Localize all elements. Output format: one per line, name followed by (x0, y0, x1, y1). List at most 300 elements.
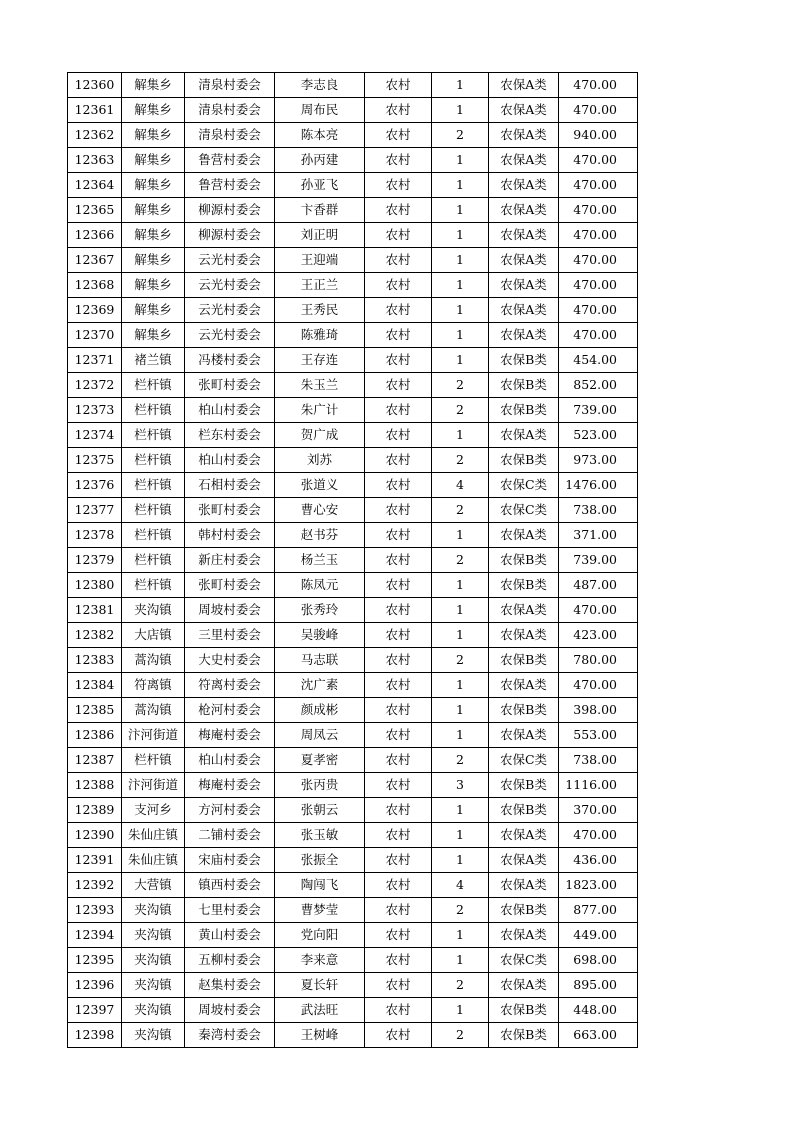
serial-number-cell: 12391 (68, 848, 122, 873)
category-cell: 农保A类 (489, 273, 559, 298)
amount-cell: 973.00 (559, 448, 638, 473)
serial-number-cell: 12394 (68, 923, 122, 948)
serial-number-cell: 12387 (68, 748, 122, 773)
name-cell: 陶闯飞 (275, 873, 365, 898)
table-row (68, 523, 638, 548)
table-row (68, 973, 638, 998)
serial-number-cell: 12373 (68, 398, 122, 423)
serial-number-cell: 12365 (68, 198, 122, 223)
name-cell: 孙亚飞 (275, 173, 365, 198)
serial-number-cell: 12380 (68, 573, 122, 598)
area-type-cell: 农村 (365, 273, 432, 298)
household-count-cell: 1 (432, 348, 489, 373)
household-count-cell: 2 (432, 448, 489, 473)
name-cell: 李来意 (275, 948, 365, 973)
amount-cell: 738.00 (559, 748, 638, 773)
area-type-cell: 农村 (365, 523, 432, 548)
area-type-cell: 农村 (365, 648, 432, 673)
category-cell: 农保A类 (489, 198, 559, 223)
amount-cell: 1823.00 (559, 873, 638, 898)
table-row (68, 648, 638, 673)
table-row (68, 798, 638, 823)
amount-cell: 470.00 (559, 148, 638, 173)
amount-cell: 470.00 (559, 598, 638, 623)
name-cell: 张玉敏 (275, 823, 365, 848)
village-committee-cell: 枪河村委会 (185, 698, 275, 723)
serial-number-cell: 12381 (68, 598, 122, 623)
category-cell: 农保B类 (489, 773, 559, 798)
village-committee-cell: 云光村委会 (185, 298, 275, 323)
name-cell: 曹梦莹 (275, 898, 365, 923)
category-cell: 农保A类 (489, 623, 559, 648)
township-cell: 支河乡 (122, 798, 185, 823)
village-committee-cell: 梅庵村委会 (185, 723, 275, 748)
area-type-cell: 农村 (365, 223, 432, 248)
township-cell: 蒿沟镇 (122, 648, 185, 673)
area-type-cell: 农村 (365, 198, 432, 223)
table-row (68, 348, 638, 373)
household-count-cell: 1 (432, 248, 489, 273)
table-row (68, 573, 638, 598)
township-cell: 解集乡 (122, 123, 185, 148)
serial-number-cell: 12361 (68, 98, 122, 123)
area-type-cell: 农村 (365, 448, 432, 473)
table-row (68, 623, 638, 648)
table-row (68, 123, 638, 148)
area-type-cell: 农村 (365, 823, 432, 848)
table-row (68, 223, 638, 248)
village-committee-cell: 周坡村委会 (185, 998, 275, 1023)
household-count-cell: 1 (432, 198, 489, 223)
amount-cell: 1476.00 (559, 473, 638, 498)
area-type-cell: 农村 (365, 723, 432, 748)
amount-cell: 487.00 (559, 573, 638, 598)
township-cell: 解集乡 (122, 173, 185, 198)
township-cell: 夹沟镇 (122, 998, 185, 1023)
table-row (68, 998, 638, 1023)
township-cell: 汴河街道 (122, 723, 185, 748)
area-type-cell: 农村 (365, 148, 432, 173)
household-count-cell: 1 (432, 923, 489, 948)
serial-number-cell: 12384 (68, 673, 122, 698)
table-row (68, 1023, 638, 1048)
household-count-cell: 1 (432, 523, 489, 548)
township-cell: 解集乡 (122, 323, 185, 348)
township-cell: 夹沟镇 (122, 948, 185, 973)
category-cell: 农保A类 (489, 73, 559, 98)
amount-cell: 371.00 (559, 523, 638, 548)
name-cell: 周凤云 (275, 723, 365, 748)
village-committee-cell: 柳源村委会 (185, 198, 275, 223)
table-row (68, 173, 638, 198)
village-committee-cell: 清泉村委会 (185, 123, 275, 148)
township-cell: 栏杆镇 (122, 473, 185, 498)
village-committee-cell: 黄山村委会 (185, 923, 275, 948)
village-committee-cell: 冯楼村委会 (185, 348, 275, 373)
household-count-cell: 1 (432, 598, 489, 623)
village-committee-cell: 鲁营村委会 (185, 173, 275, 198)
table-row (68, 198, 638, 223)
serial-number-cell: 12392 (68, 873, 122, 898)
amount-cell: 436.00 (559, 848, 638, 873)
area-type-cell: 农村 (365, 623, 432, 648)
township-cell: 解集乡 (122, 223, 185, 248)
household-count-cell: 1 (432, 948, 489, 973)
village-committee-cell: 柏山村委会 (185, 448, 275, 473)
name-cell: 张道义 (275, 473, 365, 498)
amount-cell: 470.00 (559, 323, 638, 348)
village-committee-cell: 新庄村委会 (185, 548, 275, 573)
village-committee-cell: 五柳村委会 (185, 948, 275, 973)
serial-number-cell: 12379 (68, 548, 122, 573)
village-committee-cell: 大史村委会 (185, 648, 275, 673)
category-cell: 农保B类 (489, 348, 559, 373)
amount-cell: 940.00 (559, 123, 638, 148)
area-type-cell: 农村 (365, 798, 432, 823)
amount-cell: 739.00 (559, 398, 638, 423)
township-cell: 解集乡 (122, 148, 185, 173)
area-type-cell: 农村 (365, 298, 432, 323)
amount-cell: 739.00 (559, 548, 638, 573)
village-committee-cell: 韩村村委会 (185, 523, 275, 548)
household-count-cell: 2 (432, 648, 489, 673)
village-committee-cell: 柏山村委会 (185, 748, 275, 773)
name-cell: 朱玉兰 (275, 373, 365, 398)
township-cell: 栏杆镇 (122, 548, 185, 573)
table-row (68, 498, 638, 523)
township-cell: 朱仙庄镇 (122, 823, 185, 848)
name-cell: 陈雅琦 (275, 323, 365, 348)
area-type-cell: 农村 (365, 423, 432, 448)
table-row (68, 373, 638, 398)
serial-number-cell: 12390 (68, 823, 122, 848)
township-cell: 栏杆镇 (122, 423, 185, 448)
township-cell: 大店镇 (122, 623, 185, 648)
amount-cell: 895.00 (559, 973, 638, 998)
table-row (68, 723, 638, 748)
village-committee-cell: 云光村委会 (185, 273, 275, 298)
serial-number-cell: 12393 (68, 898, 122, 923)
category-cell: 农保A类 (489, 723, 559, 748)
name-cell: 李志良 (275, 73, 365, 98)
name-cell: 张朝云 (275, 798, 365, 823)
township-cell: 汴河街道 (122, 773, 185, 798)
area-type-cell: 农村 (365, 698, 432, 723)
category-cell: 农保C类 (489, 748, 559, 773)
household-count-cell: 1 (432, 723, 489, 748)
amount-cell: 470.00 (559, 298, 638, 323)
amount-cell: 423.00 (559, 623, 638, 648)
village-committee-cell: 柳源村委会 (185, 223, 275, 248)
table-body (68, 73, 638, 1048)
relief-roster-table (67, 72, 638, 1048)
table-row (68, 898, 638, 923)
area-type-cell: 农村 (365, 673, 432, 698)
village-committee-cell: 七里村委会 (185, 898, 275, 923)
village-committee-cell: 栏东村委会 (185, 423, 275, 448)
category-cell: 农保B类 (489, 448, 559, 473)
table-row (68, 748, 638, 773)
table-row (68, 298, 638, 323)
household-count-cell: 4 (432, 873, 489, 898)
household-count-cell: 2 (432, 898, 489, 923)
amount-cell: 470.00 (559, 248, 638, 273)
area-type-cell: 农村 (365, 248, 432, 273)
serial-number-cell: 12382 (68, 623, 122, 648)
household-count-cell: 2 (432, 123, 489, 148)
area-type-cell: 农村 (365, 1023, 432, 1048)
name-cell: 陈凤元 (275, 573, 365, 598)
township-cell: 褚兰镇 (122, 348, 185, 373)
name-cell: 杨兰玉 (275, 548, 365, 573)
amount-cell: 370.00 (559, 798, 638, 823)
name-cell: 张秀玲 (275, 598, 365, 623)
area-type-cell: 农村 (365, 598, 432, 623)
category-cell: 农保A类 (489, 248, 559, 273)
table-row (68, 98, 638, 123)
household-count-cell: 1 (432, 998, 489, 1023)
amount-cell: 470.00 (559, 173, 638, 198)
village-committee-cell: 三里村委会 (185, 623, 275, 648)
name-cell: 王存连 (275, 348, 365, 373)
village-committee-cell: 宋庙村委会 (185, 848, 275, 873)
category-cell: 农保A类 (489, 148, 559, 173)
household-count-cell: 1 (432, 298, 489, 323)
serial-number-cell: 12388 (68, 773, 122, 798)
area-type-cell: 农村 (365, 473, 432, 498)
amount-cell: 470.00 (559, 273, 638, 298)
township-cell: 解集乡 (122, 98, 185, 123)
name-cell: 卞香群 (275, 198, 365, 223)
category-cell: 农保B类 (489, 373, 559, 398)
category-cell: 农保B类 (489, 648, 559, 673)
amount-cell: 698.00 (559, 948, 638, 973)
village-committee-cell: 秦湾村委会 (185, 1023, 275, 1048)
name-cell: 夏长轩 (275, 973, 365, 998)
serial-number-cell: 12397 (68, 998, 122, 1023)
township-cell: 大营镇 (122, 873, 185, 898)
name-cell: 王秀民 (275, 298, 365, 323)
serial-number-cell: 12362 (68, 123, 122, 148)
township-cell: 栏杆镇 (122, 573, 185, 598)
serial-number-cell: 12383 (68, 648, 122, 673)
area-type-cell: 农村 (365, 773, 432, 798)
name-cell: 夏孝密 (275, 748, 365, 773)
name-cell: 朱广计 (275, 398, 365, 423)
village-committee-cell: 符离村委会 (185, 673, 275, 698)
serial-number-cell: 12363 (68, 148, 122, 173)
name-cell: 刘正明 (275, 223, 365, 248)
household-count-cell: 2 (432, 973, 489, 998)
serial-number-cell: 12371 (68, 348, 122, 373)
township-cell: 夹沟镇 (122, 923, 185, 948)
table-row (68, 673, 638, 698)
area-type-cell: 农村 (365, 848, 432, 873)
area-type-cell: 农村 (365, 748, 432, 773)
area-type-cell: 农村 (365, 373, 432, 398)
household-count-cell: 1 (432, 698, 489, 723)
name-cell: 党向阳 (275, 923, 365, 948)
village-committee-cell: 二铺村委会 (185, 823, 275, 848)
village-committee-cell: 柏山村委会 (185, 398, 275, 423)
name-cell: 王正兰 (275, 273, 365, 298)
amount-cell: 470.00 (559, 198, 638, 223)
name-cell: 颜成彬 (275, 698, 365, 723)
category-cell: 农保C类 (489, 948, 559, 973)
area-type-cell: 农村 (365, 398, 432, 423)
category-cell: 农保B类 (489, 998, 559, 1023)
category-cell: 农保A类 (489, 223, 559, 248)
serial-number-cell: 12378 (68, 523, 122, 548)
township-cell: 解集乡 (122, 298, 185, 323)
household-count-cell: 1 (432, 273, 489, 298)
village-committee-cell: 云光村委会 (185, 323, 275, 348)
category-cell: 农保B类 (489, 898, 559, 923)
category-cell: 农保B类 (489, 798, 559, 823)
name-cell: 吴骏峰 (275, 623, 365, 648)
table-row (68, 273, 638, 298)
name-cell: 曹心安 (275, 498, 365, 523)
household-count-cell: 2 (432, 748, 489, 773)
village-committee-cell: 清泉村委会 (185, 98, 275, 123)
category-cell: 农保A类 (489, 923, 559, 948)
category-cell: 农保A类 (489, 323, 559, 348)
household-count-cell: 2 (432, 1023, 489, 1048)
household-count-cell: 2 (432, 498, 489, 523)
serial-number-cell: 12377 (68, 498, 122, 523)
amount-cell: 738.00 (559, 498, 638, 523)
village-committee-cell: 方河村委会 (185, 798, 275, 823)
household-count-cell: 1 (432, 573, 489, 598)
amount-cell: 470.00 (559, 73, 638, 98)
serial-number-cell: 12376 (68, 473, 122, 498)
name-cell: 沈广素 (275, 673, 365, 698)
township-cell: 符离镇 (122, 673, 185, 698)
name-cell: 张丙贵 (275, 773, 365, 798)
name-cell: 陈本亮 (275, 123, 365, 148)
township-cell: 栏杆镇 (122, 498, 185, 523)
township-cell: 栏杆镇 (122, 448, 185, 473)
category-cell: 农保A类 (489, 598, 559, 623)
amount-cell: 470.00 (559, 823, 638, 848)
township-cell: 栏杆镇 (122, 523, 185, 548)
household-count-cell: 3 (432, 773, 489, 798)
township-cell: 栏杆镇 (122, 748, 185, 773)
category-cell: 农保A类 (489, 298, 559, 323)
name-cell: 周布民 (275, 98, 365, 123)
category-cell: 农保A类 (489, 523, 559, 548)
amount-cell: 470.00 (559, 673, 638, 698)
area-type-cell: 农村 (365, 73, 432, 98)
area-type-cell: 农村 (365, 348, 432, 373)
table-row (68, 948, 638, 973)
serial-number-cell: 12395 (68, 948, 122, 973)
area-type-cell: 农村 (365, 973, 432, 998)
name-cell: 孙丙建 (275, 148, 365, 173)
village-committee-cell: 周坡村委会 (185, 598, 275, 623)
category-cell: 农保B类 (489, 698, 559, 723)
serial-number-cell: 12389 (68, 798, 122, 823)
area-type-cell: 农村 (365, 323, 432, 348)
table-row (68, 398, 638, 423)
category-cell: 农保B类 (489, 573, 559, 598)
area-type-cell: 农村 (365, 498, 432, 523)
area-type-cell: 农村 (365, 948, 432, 973)
township-cell: 解集乡 (122, 73, 185, 98)
village-committee-cell: 张町村委会 (185, 573, 275, 598)
serial-number-cell: 12366 (68, 223, 122, 248)
category-cell: 农保B类 (489, 548, 559, 573)
name-cell: 贺广成 (275, 423, 365, 448)
serial-number-cell: 12367 (68, 248, 122, 273)
township-cell: 朱仙庄镇 (122, 848, 185, 873)
amount-cell: 454.00 (559, 348, 638, 373)
village-committee-cell: 梅庵村委会 (185, 773, 275, 798)
amount-cell: 398.00 (559, 698, 638, 723)
household-count-cell: 1 (432, 223, 489, 248)
village-committee-cell: 镇西村委会 (185, 873, 275, 898)
household-count-cell: 4 (432, 473, 489, 498)
village-committee-cell: 赵集村委会 (185, 973, 275, 998)
township-cell: 栏杆镇 (122, 398, 185, 423)
serial-number-cell: 12364 (68, 173, 122, 198)
area-type-cell: 农村 (365, 898, 432, 923)
name-cell: 张振全 (275, 848, 365, 873)
household-count-cell: 1 (432, 73, 489, 98)
village-committee-cell: 云光村委会 (185, 248, 275, 273)
table-row (68, 698, 638, 723)
household-count-cell: 1 (432, 623, 489, 648)
village-committee-cell: 清泉村委会 (185, 73, 275, 98)
category-cell: 农保B类 (489, 1023, 559, 1048)
table-row (68, 73, 638, 98)
table-row (68, 848, 638, 873)
table-row (68, 823, 638, 848)
township-cell: 蒿沟镇 (122, 698, 185, 723)
area-type-cell: 农村 (365, 98, 432, 123)
category-cell: 农保A类 (489, 123, 559, 148)
table-row (68, 423, 638, 448)
household-count-cell: 1 (432, 323, 489, 348)
area-type-cell: 农村 (365, 548, 432, 573)
name-cell: 刘苏 (275, 448, 365, 473)
amount-cell: 877.00 (559, 898, 638, 923)
table-row (68, 598, 638, 623)
village-committee-cell: 张町村委会 (185, 373, 275, 398)
household-count-cell: 2 (432, 398, 489, 423)
serial-number-cell: 12374 (68, 423, 122, 448)
amount-cell: 523.00 (559, 423, 638, 448)
township-cell: 栏杆镇 (122, 373, 185, 398)
area-type-cell: 农村 (365, 173, 432, 198)
serial-number-cell: 12369 (68, 298, 122, 323)
serial-number-cell: 12386 (68, 723, 122, 748)
amount-cell: 449.00 (559, 923, 638, 948)
table-row (68, 923, 638, 948)
area-type-cell: 农村 (365, 873, 432, 898)
name-cell: 马志联 (275, 648, 365, 673)
amount-cell: 663.00 (559, 1023, 638, 1048)
household-count-cell: 1 (432, 423, 489, 448)
category-cell: 农保A类 (489, 423, 559, 448)
area-type-cell: 农村 (365, 123, 432, 148)
table-row (68, 473, 638, 498)
village-committee-cell: 张町村委会 (185, 498, 275, 523)
serial-number-cell: 12385 (68, 698, 122, 723)
amount-cell: 470.00 (559, 98, 638, 123)
township-cell: 解集乡 (122, 273, 185, 298)
serial-number-cell: 12372 (68, 373, 122, 398)
